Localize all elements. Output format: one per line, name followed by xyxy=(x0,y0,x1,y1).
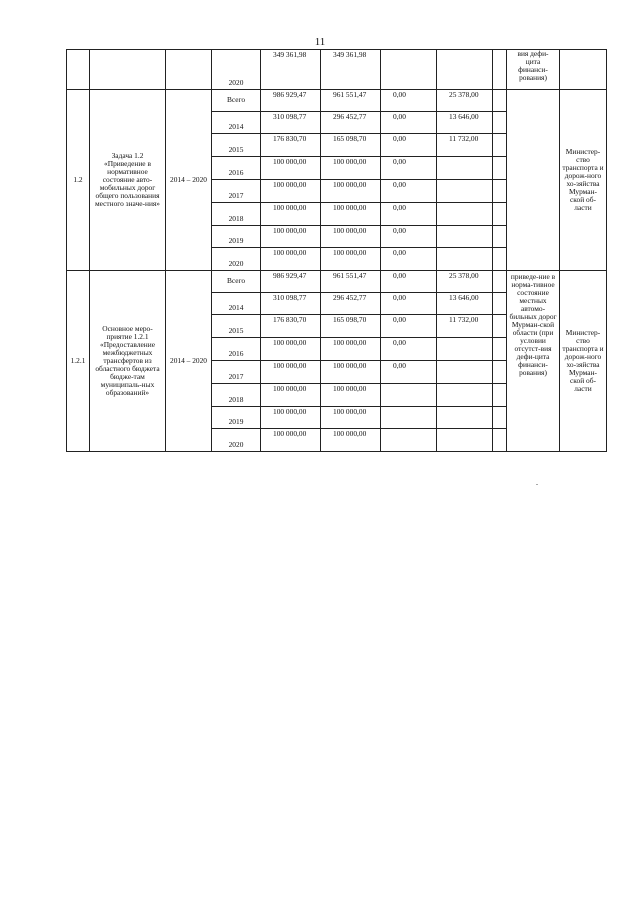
year-cell: 2016 xyxy=(212,338,261,361)
number-cell xyxy=(67,50,90,90)
amount-total-cell: 310 098,77 xyxy=(261,112,321,134)
period-cell xyxy=(166,50,212,90)
amount-other-cell xyxy=(493,293,507,315)
amount-regional-cell: 100 000,00 xyxy=(321,338,381,361)
amount-other-cell xyxy=(493,226,507,248)
amount-other-cell xyxy=(493,112,507,134)
amount-regional-cell: 100 000,00 xyxy=(321,407,381,429)
amount-regional-cell: 296 452,77 xyxy=(321,293,381,315)
amount-federal-cell xyxy=(381,429,437,452)
amount-local-cell xyxy=(437,157,493,180)
year-cell: 2018 xyxy=(212,203,261,226)
expected-result xyxy=(507,90,560,271)
amount-total-cell: 100 000,00 xyxy=(261,407,321,429)
amount-other-cell xyxy=(493,50,507,90)
amount-federal-cell: 0,00 xyxy=(381,157,437,180)
amount-total-cell: 349 361,98 xyxy=(261,50,321,90)
amount-local-cell xyxy=(437,203,493,226)
amount-regional-cell: 100 000,00 xyxy=(321,157,381,180)
year-cell: Всего xyxy=(212,90,261,112)
year-cell: 2014 xyxy=(212,293,261,315)
amount-federal-cell: 0,00 xyxy=(381,315,437,338)
executor-cell xyxy=(560,50,607,90)
row-number: 1.2 xyxy=(67,90,90,271)
amount-local-cell xyxy=(437,50,493,90)
year-cell: Всего xyxy=(212,271,261,293)
amount-regional-cell: 100 000,00 xyxy=(321,361,381,384)
amount-total-cell: 100 000,00 xyxy=(261,226,321,248)
amount-regional-cell: 100 000,00 xyxy=(321,429,381,452)
year-cell: 2018 xyxy=(212,384,261,407)
amount-local-cell xyxy=(437,407,493,429)
table-row xyxy=(67,50,607,90)
amount-regional-cell: 296 452,77 xyxy=(321,112,381,134)
amount-regional-cell: 100 000,00 xyxy=(321,226,381,248)
amount-local-cell xyxy=(437,338,493,361)
amount-local-cell xyxy=(437,429,493,452)
amount-federal-cell: 0,00 xyxy=(381,338,437,361)
amount-total-cell: 100 000,00 xyxy=(261,157,321,180)
amount-federal-cell: 0,00 xyxy=(381,271,437,293)
amount-local-cell xyxy=(437,180,493,203)
amount-federal-cell: 0,00 xyxy=(381,226,437,248)
amount-federal-cell: 0,00 xyxy=(381,112,437,134)
amount-total-cell: 100 000,00 xyxy=(261,361,321,384)
expected-result: приведе-ние в норма-тивное состояние местных автомо-бильных дорог Мурман-ской области (при условии отсутст-вия дефи-цита финанси-рования) xyxy=(507,271,560,452)
year-cell: 2014 xyxy=(212,112,261,134)
amount-total-cell: 100 000,00 xyxy=(261,384,321,407)
amount-other-cell xyxy=(493,90,507,112)
amount-regional-cell: 100 000,00 xyxy=(321,203,381,226)
amount-other-cell xyxy=(493,248,507,271)
stray-mark: . xyxy=(536,478,538,487)
amount-regional-cell: 165 098,70 xyxy=(321,134,381,157)
amount-local-cell xyxy=(437,361,493,384)
amount-regional-cell: 349 361,98 xyxy=(321,50,381,90)
table-row xyxy=(67,271,607,293)
year-cell: 2019 xyxy=(212,407,261,429)
amount-local-cell: 11 732,00 xyxy=(437,134,493,157)
year-cell: 2015 xyxy=(212,134,261,157)
year-cell: 2019 xyxy=(212,226,261,248)
amount-total-cell: 986 929,47 xyxy=(261,271,321,293)
table-row xyxy=(67,90,607,112)
amount-federal-cell: 0,00 xyxy=(381,203,437,226)
amount-local-cell: 13 646,00 xyxy=(437,112,493,134)
year-cell: 2017 xyxy=(212,180,261,203)
amount-total-cell: 100 000,00 xyxy=(261,248,321,271)
amount-local-cell xyxy=(437,248,493,271)
budget-table xyxy=(66,49,607,452)
amount-local-cell: 11 732,00 xyxy=(437,315,493,338)
amount-federal-cell: 0,00 xyxy=(381,90,437,112)
name-cell xyxy=(90,50,166,90)
amount-federal-cell xyxy=(381,50,437,90)
amount-total-cell: 176 830,70 xyxy=(261,134,321,157)
amount-federal-cell xyxy=(381,407,437,429)
amount-federal-cell: 0,00 xyxy=(381,248,437,271)
amount-other-cell xyxy=(493,271,507,293)
amount-total-cell: 100 000,00 xyxy=(261,203,321,226)
amount-federal-cell: 0,00 xyxy=(381,361,437,384)
amount-local-cell: 13 646,00 xyxy=(437,293,493,315)
amount-regional-cell: 100 000,00 xyxy=(321,248,381,271)
amount-regional-cell: 961 551,47 xyxy=(321,271,381,293)
amount-total-cell: 310 098,77 xyxy=(261,293,321,315)
amount-other-cell xyxy=(493,407,507,429)
amount-other-cell xyxy=(493,180,507,203)
amount-other-cell xyxy=(493,203,507,226)
amount-regional-cell: 100 000,00 xyxy=(321,180,381,203)
executor: Министер-ство транспорта и дорож-ного хо-зяйства Мурман-ской об-ласти xyxy=(560,90,607,271)
amount-other-cell xyxy=(493,429,507,452)
amount-federal-cell: 0,00 xyxy=(381,134,437,157)
amount-other-cell xyxy=(493,134,507,157)
year-cell: 2017 xyxy=(212,361,261,384)
amount-regional-cell: 165 098,70 xyxy=(321,315,381,338)
amount-total-cell: 100 000,00 xyxy=(261,429,321,452)
amount-federal-cell: 0,00 xyxy=(381,180,437,203)
result-cell: вия дефи- цита финанси- рования) xyxy=(507,50,560,90)
year-cell: 2020 xyxy=(212,50,261,90)
year-cell: 2015 xyxy=(212,315,261,338)
amount-other-cell xyxy=(493,315,507,338)
row-number: 1.2.1 xyxy=(67,271,90,452)
amount-total-cell: 986 929,47 xyxy=(261,90,321,112)
amount-total-cell: 176 830,70 xyxy=(261,315,321,338)
amount-local-cell xyxy=(437,384,493,407)
amount-local-cell xyxy=(437,226,493,248)
year-cell: 2020 xyxy=(212,429,261,452)
period: 2014 – 2020 xyxy=(166,90,212,271)
amount-other-cell xyxy=(493,361,507,384)
amount-local-cell: 25 378,00 xyxy=(437,271,493,293)
year-cell: 2016 xyxy=(212,157,261,180)
amount-other-cell xyxy=(493,157,507,180)
year-cell: 2020 xyxy=(212,248,261,271)
measure-name: Задача 1.2 «Приведение в нормативное состояние авто-мобильных дорог общего пользования местного значе-ния» xyxy=(90,90,166,271)
period: 2014 – 2020 xyxy=(166,271,212,452)
table-body xyxy=(67,50,607,452)
amount-regional-cell: 961 551,47 xyxy=(321,90,381,112)
amount-total-cell: 100 000,00 xyxy=(261,180,321,203)
amount-regional-cell: 100 000,00 xyxy=(321,384,381,407)
amount-federal-cell xyxy=(381,384,437,407)
amount-other-cell xyxy=(493,338,507,361)
amount-other-cell xyxy=(493,384,507,407)
page-number: 11 xyxy=(314,36,326,48)
amount-total-cell: 100 000,00 xyxy=(261,338,321,361)
executor: Министер-ство транспорта и дорож-ного хо-зяйства Мурман-ской об-ласти xyxy=(560,271,607,452)
amount-local-cell: 25 378,00 xyxy=(437,90,493,112)
amount-federal-cell: 0,00 xyxy=(381,293,437,315)
measure-name: Основное меро-приятие 1.2.1 «Предоставление межбюджетных трансфертов из областного бюджета бюдже-там муниципаль-ных образований» xyxy=(90,271,166,452)
